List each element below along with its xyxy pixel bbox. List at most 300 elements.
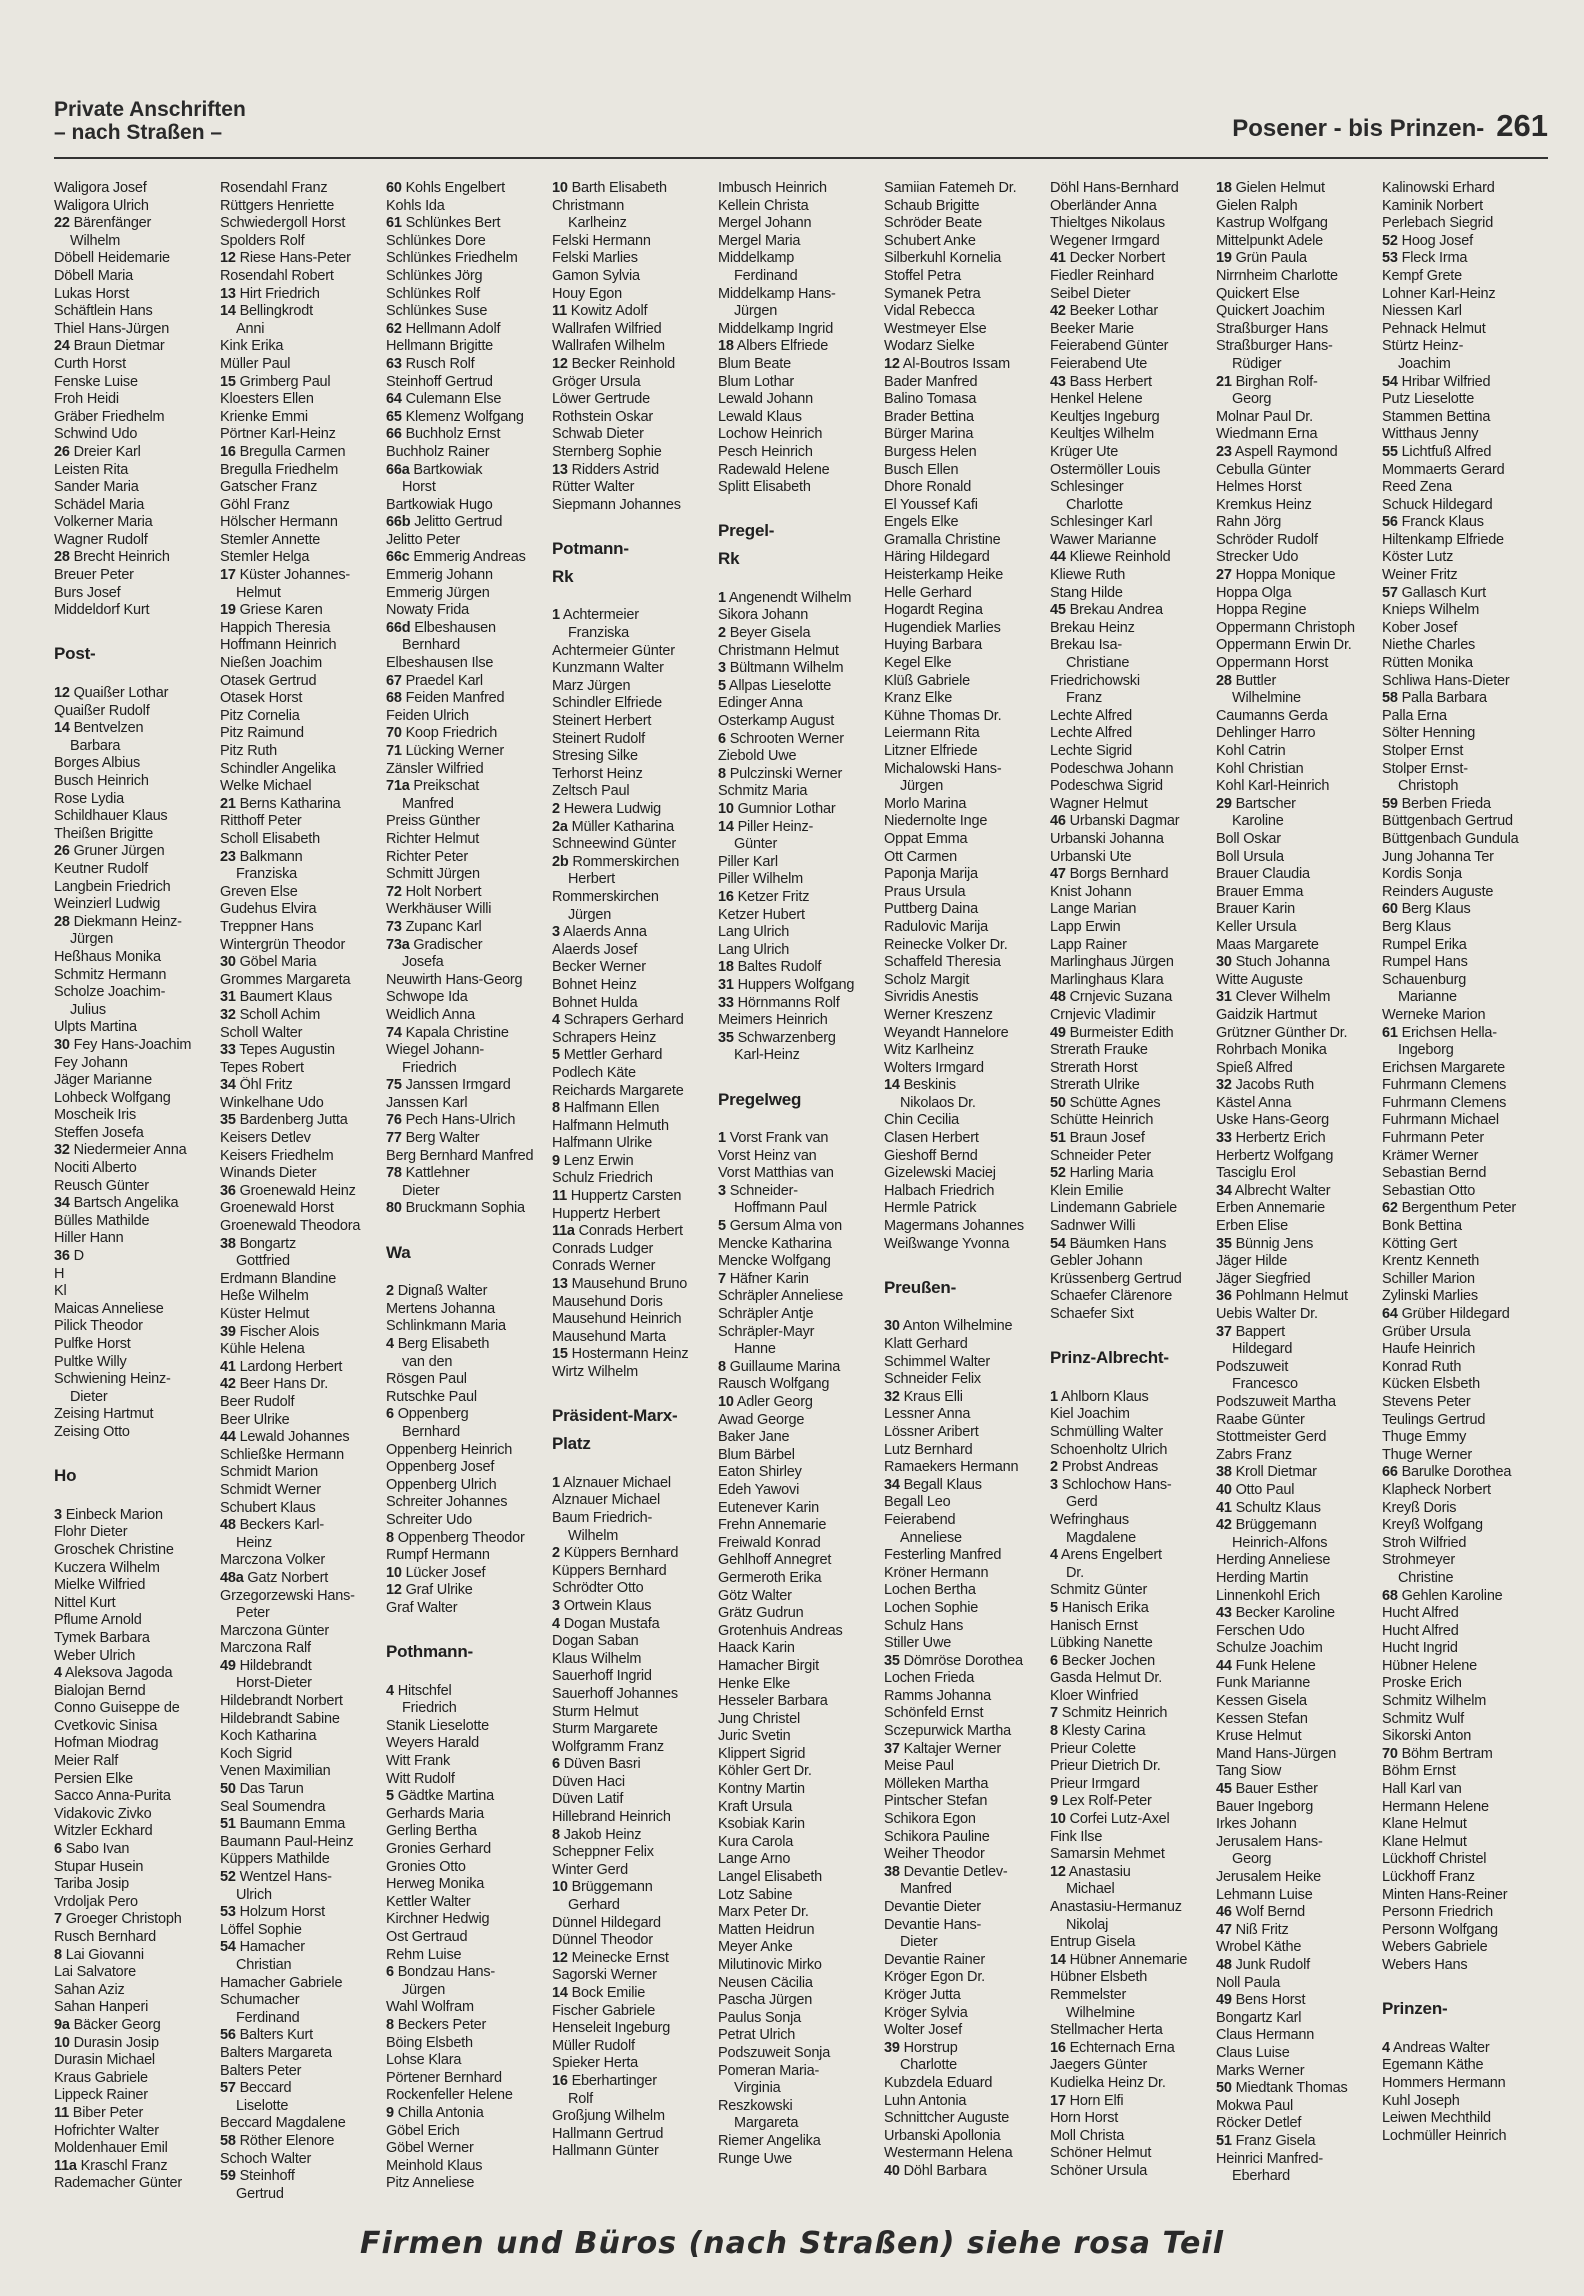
house-number: 42 xyxy=(1216,1517,1232,1534)
resident-entry: Schaefer Clärenore xyxy=(1050,1288,1173,1305)
resident-entry: Kober Josef xyxy=(1382,619,1458,636)
resident-entry: 68 Feiden Manfred xyxy=(386,690,505,707)
house-number: 57 xyxy=(1382,584,1398,601)
resident-entry: Maas Margarete xyxy=(1216,936,1319,953)
resident-entry: Hall Karl van xyxy=(1382,1781,1462,1798)
spacer xyxy=(386,1218,552,1236)
resident-entry: Kremkus Heinz xyxy=(1216,496,1312,513)
resident-entry: Dehlinger Harro xyxy=(1216,725,1316,742)
house-number: 21 xyxy=(1216,373,1232,390)
resident-entry: Hoppa Olga xyxy=(1216,584,1292,601)
resident-entry: Groenewald Horst xyxy=(220,1200,334,1217)
resident-entry: 35 Bünnig Jens xyxy=(1216,1235,1314,1252)
spacer xyxy=(54,1442,220,1460)
resident-entry: 13 Hirt Friedrich xyxy=(220,285,320,302)
house-number: 14 xyxy=(54,720,70,737)
resident-entry: Berg Klaus xyxy=(1382,918,1451,935)
house-number: 29 xyxy=(1216,795,1232,812)
house-number: 12 xyxy=(54,685,70,702)
resident-entry: 4 Andreas Walter xyxy=(1382,2039,1490,2056)
resident-entry: 4 Schrapers Gerhard xyxy=(552,1012,684,1029)
resident-entry: Spieß Alfred xyxy=(1216,1059,1293,1076)
resident-entry: Helle Gerhard xyxy=(884,584,972,601)
house-number: 41 xyxy=(1050,250,1066,267)
resident-entry: Podeschwa Sigrid xyxy=(1050,778,1163,795)
resident-entry: Schiller Marion xyxy=(1382,1270,1475,1287)
spacer xyxy=(884,1301,1050,1319)
resident-entry: 1 Alznauer Michael xyxy=(552,1474,671,1491)
house-number: 14 xyxy=(884,1077,900,1094)
house-number: 28 xyxy=(54,549,70,566)
resident-entry: Kröger Sylvia xyxy=(884,2004,968,2021)
resident-entry: Oppenberg Heinrich xyxy=(386,1441,513,1458)
resident-entry: Götz Walter xyxy=(718,1587,792,1604)
resident-entry: 1 Angenendt Wilhelm xyxy=(718,589,852,606)
resident-entry: Manfred xyxy=(402,795,454,812)
resident-entry: Küppers Mathilde xyxy=(220,1851,330,1868)
resident-entry: 17 Küster Johannes- xyxy=(220,567,351,584)
resident-entry: Michael xyxy=(1066,1881,1115,1898)
resident-entry: Treppner Hans xyxy=(220,918,314,935)
house-number: 63 xyxy=(386,355,402,372)
resident-entry: Sauerhoff Ingrid xyxy=(552,1668,652,1685)
resident-entry: 2a Müller Katharina xyxy=(552,818,674,835)
house-number: 6 xyxy=(1050,1652,1058,1669)
resident-entry: Haack Karin xyxy=(718,1640,795,1657)
resident-entry: Rosendahl Robert xyxy=(220,267,334,284)
house-number: 10 xyxy=(54,2034,70,2051)
house-number: 23 xyxy=(220,848,236,865)
resident-entry: 60 Berg Klaus xyxy=(1382,901,1471,918)
resident-entry: 32 Kraus Elli xyxy=(884,1388,963,1405)
resident-entry: 65 Klemenz Wolfgang xyxy=(386,408,524,425)
resident-entry: Friedrich xyxy=(402,1700,457,1717)
resident-entry: 41 Schultz Klaus xyxy=(1216,1499,1321,1516)
header-rule xyxy=(54,157,1548,159)
resident-entry: Vidal Rebecca xyxy=(884,303,975,320)
house-number: 5 xyxy=(386,1788,394,1805)
resident-entry: 15 Hostermann Heinz xyxy=(552,1346,689,1363)
house-number: 64 xyxy=(386,391,402,408)
house-number: 13 xyxy=(552,1276,568,1293)
resident-entry: Personn Wolfgang xyxy=(1382,1921,1498,1938)
house-number: 37 xyxy=(1216,1323,1232,1340)
resident-entry: 50 Miedtank Thomas xyxy=(1216,2080,1348,2097)
resident-entry: Palla Erna xyxy=(1382,707,1447,724)
resident-entry: 11 Huppertz Carsten xyxy=(552,1188,682,1205)
house-number: 50 xyxy=(1216,2080,1232,2097)
resident-entry: Schlünkes Suse xyxy=(386,303,488,320)
house-number: 58 xyxy=(220,2132,236,2149)
resident-entry: Seal Soumendra xyxy=(220,1798,326,1815)
resident-entry: Persien Elke xyxy=(54,1770,133,1787)
resident-entry: Schumacher xyxy=(220,1992,300,2009)
resident-entry: Kessen Stefan xyxy=(1216,1710,1308,1727)
resident-entry: 12 Graf Ulrike xyxy=(386,1582,473,1599)
resident-entry: Weiher Theodor xyxy=(884,1846,985,1863)
resident-entry: Huying Barbara xyxy=(884,637,982,654)
resident-entry: Pitz Anneliese xyxy=(386,2175,475,2192)
resident-entry: Julius xyxy=(70,1001,106,1018)
house-number: 39 xyxy=(220,1323,236,1340)
resident-entry: Claus Luise xyxy=(1216,2044,1290,2061)
resident-entry: Prieur Irmgard xyxy=(1050,1775,1140,1792)
resident-entry: Kästel Anna xyxy=(1216,1094,1292,1111)
resident-entry: Francesco xyxy=(1232,1376,1298,1393)
resident-entry: Podeschwa Johann xyxy=(1050,760,1174,777)
resident-entry: Quaißer Rudolf xyxy=(54,702,150,719)
house-number: 40 xyxy=(1216,1481,1232,1498)
resident-entry: Rausch Wolfgang xyxy=(718,1376,830,1393)
resident-entry: Lutz Bernhard xyxy=(884,1441,973,1458)
house-number: 66c xyxy=(386,549,410,566)
resident-entry: Rohrbach Monika xyxy=(1216,1042,1327,1059)
resident-entry: Gatscher Franz xyxy=(220,479,318,496)
house-number: 60 xyxy=(386,180,402,196)
resident-entry: Festerling Manfred xyxy=(884,1547,1002,1564)
resident-entry: 2 Dignaß Walter xyxy=(386,1283,488,1300)
resident-entry: 31 Huppers Wolfgang xyxy=(718,976,855,993)
resident-entry: Rosendahl Franz xyxy=(220,180,328,196)
resident-entry: Hanne xyxy=(734,1341,776,1358)
house-number: 16 xyxy=(1050,2039,1066,2056)
resident-entry: Gerling Bertha xyxy=(386,1823,477,1840)
resident-entry: Kuhl Joseph xyxy=(1382,2092,1460,2109)
resident-entry: Wallrafen Wilfried xyxy=(552,320,662,337)
resident-entry: Mencke Katharina xyxy=(718,1235,832,1252)
resident-entry: Stürtz Heinz- xyxy=(1382,338,1464,355)
resident-entry: Sebastian Bernd xyxy=(1382,1165,1487,1182)
resident-entry: Reszkowski xyxy=(718,2097,793,2114)
resident-entry: Bonk Bettina xyxy=(1382,1218,1462,1235)
header-title: Private Anschriften xyxy=(54,98,246,121)
resident-entry: 54 Bäumken Hans xyxy=(1050,1235,1167,1252)
spacer xyxy=(552,1382,718,1400)
resident-entry: Groschek Christine xyxy=(54,1541,174,1558)
resident-entry: 4 Hitschfel xyxy=(386,1682,452,1699)
resident-entry: 11a Conrads Herbert xyxy=(552,1223,683,1240)
resident-entry: 74 Kapala Christine xyxy=(386,1024,509,1041)
resident-entry: 12 Riese Hans-Peter xyxy=(220,250,351,267)
resident-entry: Schuck Hildegard xyxy=(1382,496,1493,513)
resident-entry: 2 Küppers Bernhard xyxy=(552,1545,679,1562)
resident-entry: 27 Hoppa Monique xyxy=(1216,567,1336,584)
resident-entry: 66a Bartkowiak xyxy=(386,461,483,478)
resident-entry: Christmann xyxy=(552,197,625,214)
resident-entry: Schwiedergoll Horst xyxy=(220,215,346,232)
resident-entry: Göbel Erich xyxy=(386,2122,460,2139)
resident-entry: 14 Piller Heinz- xyxy=(718,818,814,835)
resident-entry: Jaegers Günter xyxy=(1050,2057,1148,2074)
resident-entry: 51 Baumann Emma xyxy=(220,1816,346,1833)
house-number: 32 xyxy=(220,1006,236,1023)
resident-entry: 14 Beskinis xyxy=(884,1077,956,1094)
resident-entry: Rolf xyxy=(568,2090,593,2107)
resident-entry: Lukas Horst xyxy=(54,285,130,302)
resident-entry: Winter Gerd xyxy=(552,1861,628,1878)
resident-entry: Zänsler Wilfried xyxy=(386,760,484,777)
resident-entry: 71 Lücking Werner xyxy=(386,743,505,759)
resident-entry: Krämer Werner xyxy=(1382,1147,1479,1164)
resident-entry: Vorst Heinz van xyxy=(718,1147,817,1164)
resident-entry: Rehm Luise xyxy=(386,1946,462,1963)
resident-entry: Burs Josef xyxy=(54,584,121,601)
resident-entry: 14 Bellingkrodt xyxy=(220,303,313,320)
resident-entry: 14 Hübner Annemarie xyxy=(1050,1951,1188,1968)
resident-entry: Mergel Maria xyxy=(718,232,801,249)
resident-entry: Kaminik Norbert xyxy=(1382,197,1483,214)
resident-entry: 8 Guillaume Marina xyxy=(718,1358,841,1375)
resident-entry: 6 Sabo Ivan xyxy=(54,1841,130,1858)
resident-entry: Liselotte xyxy=(236,2097,289,2114)
resident-entry: Schmitz Wulf xyxy=(1382,1710,1464,1727)
street-heading: Post- xyxy=(54,644,96,664)
resident-entry: Lessner Anna xyxy=(884,1406,971,1423)
resident-entry: Pörtner Karl-Heinz xyxy=(220,426,336,443)
resident-entry: Kranz Elke xyxy=(884,690,953,707)
spacer xyxy=(54,1489,220,1507)
resident-entry: Wolfgramm Franz xyxy=(552,1738,664,1755)
resident-entry: Stiller Uwe xyxy=(884,1635,952,1652)
resident-entry: Rockenfeller Helene xyxy=(386,2087,513,2104)
resident-entry: Stoffel Petra xyxy=(884,267,961,284)
resident-entry: Strecker Udo xyxy=(1216,549,1299,566)
resident-entry: Beccard Magdalene xyxy=(220,2115,346,2132)
house-number: 3 xyxy=(552,1597,560,1614)
resident-entry: Schmidt Marion xyxy=(220,1464,318,1481)
resident-entry: Jürgen xyxy=(568,906,612,923)
resident-entry: Schaefer Sixt xyxy=(1050,1306,1134,1322)
house-number: 34 xyxy=(884,1476,900,1493)
resident-entry: Dieter xyxy=(70,1388,108,1405)
resident-entry: Steinert Rudolf xyxy=(552,730,645,747)
house-number: 27 xyxy=(1216,567,1232,584)
house-number: 2b xyxy=(552,853,569,870)
house-number: 10 xyxy=(386,1564,402,1581)
resident-entry: Sölter Henning xyxy=(1382,725,1476,742)
street-heading: Platz xyxy=(552,1434,591,1454)
resident-entry: Hoffmann Heinrich xyxy=(220,637,337,654)
resident-entry: Weiner Fritz xyxy=(1382,567,1458,584)
resident-entry: Heinz xyxy=(236,1534,273,1551)
resident-entry: Mertens Johanna xyxy=(386,1300,496,1317)
resident-entry: Grützner Günther Dr. xyxy=(1216,1024,1348,1041)
resident-entry: Podszuweit Martha xyxy=(1216,1393,1336,1410)
resident-entry: Horst-Dieter xyxy=(236,1675,312,1692)
resident-entry: Heßhaus Monika xyxy=(54,948,161,965)
resident-entry: 14 Bentvelzen xyxy=(54,720,144,737)
resident-entry: Dhore Ronald xyxy=(884,479,972,496)
resident-entry: Reed Zena xyxy=(1382,479,1452,496)
resident-entry: Lohner Karl-Heinz xyxy=(1382,285,1496,302)
house-number: 38 xyxy=(220,1235,236,1252)
resident-entry: Strerath Ulrike xyxy=(1050,1077,1140,1094)
resident-entry: Kröner Hermann xyxy=(884,1564,989,1581)
resident-entry: Fiedler Reinhard xyxy=(1050,267,1154,284)
resident-entry: Marczona Günter xyxy=(220,1622,330,1639)
resident-entry: 53 Holzum Horst xyxy=(220,1904,325,1921)
resident-entry: Sahan Hanperi xyxy=(54,1999,149,2016)
resident-entry: Stanik Lieselotte xyxy=(386,1717,489,1734)
resident-entry: 31 Baumert Klaus xyxy=(220,989,333,1006)
resident-entry: Teulings Gertrud xyxy=(1382,1411,1486,1428)
resident-entry: Rusch Bernhard xyxy=(54,1929,156,1945)
resident-entry: Bregulla Friedhelm xyxy=(220,461,339,478)
resident-entry: Düven Latif xyxy=(552,1791,624,1808)
house-number: 35 xyxy=(884,1652,900,1669)
resident-entry: Schlünkes Jörg xyxy=(386,267,483,284)
resident-entry: Küster Helmut xyxy=(220,1306,310,1322)
resident-entry: Weinzierl Ludwig xyxy=(54,896,161,913)
resident-entry: 56 Balters Kurt xyxy=(220,2027,313,2044)
resident-entry: 40 Döhl Barbara xyxy=(884,2162,987,2179)
resident-entry: Gehlhoff Annegret xyxy=(718,1552,832,1569)
resident-entry: Mausehund Heinrich xyxy=(552,1311,682,1328)
resident-entry: Janssen Karl xyxy=(386,1094,468,1111)
resident-entry: Karlheinz xyxy=(568,215,627,232)
resident-entry: 49 Burmeister Edith xyxy=(1050,1024,1174,1041)
house-number: 36 xyxy=(1216,1288,1232,1305)
house-number: 8 xyxy=(1050,1723,1058,1740)
resident-entry: Stang Hilde xyxy=(1050,584,1123,601)
resident-entry: Engels Elke xyxy=(884,514,959,531)
house-number: 66 xyxy=(386,426,402,443)
resident-entry: Pomeran Maria- xyxy=(718,2062,820,2079)
resident-entry: 8 Oppenberg Theodor xyxy=(386,1529,525,1546)
resident-entry: Feierabend Günter xyxy=(1050,338,1169,355)
resident-entry: Göbel Werner xyxy=(386,2140,474,2157)
street-heading: Pregel- xyxy=(718,521,775,541)
resident-entry: Lochen Frieda xyxy=(884,1670,975,1687)
resident-entry: Preiss Günther xyxy=(386,813,480,830)
resident-entry: Pörtener Bernhard xyxy=(386,2069,502,2086)
resident-entry: Leiermann Rita xyxy=(884,725,980,742)
resident-entry: 23 Balkmann xyxy=(220,848,303,865)
house-number: 42 xyxy=(1050,303,1066,320)
resident-entry: 52 Hoog Josef xyxy=(1382,232,1473,249)
resident-entry: Irkes Johann xyxy=(1216,1816,1297,1833)
resident-entry: Samiian Fatemeh Dr. xyxy=(884,180,1017,196)
resident-entry: 6 Düven Basri xyxy=(552,1756,641,1773)
resident-entry: Herding Martin xyxy=(1216,1569,1309,1586)
resident-entry: Jäger Siegfried xyxy=(1216,1270,1311,1287)
resident-entry: Ferdinand xyxy=(734,267,798,284)
house-number: 11 xyxy=(552,1188,567,1205)
resident-entry: Nikolaj xyxy=(1066,1916,1109,1933)
resident-entry: Balino Tomasa xyxy=(884,391,977,408)
resident-entry: Schneider Felix xyxy=(884,1371,981,1388)
resident-entry: 61 Erichsen Hella- xyxy=(1382,1024,1497,1041)
resident-entry: 32 Jacobs Ruth xyxy=(1216,1077,1314,1094)
resident-entry: Rommerskirchen xyxy=(552,888,659,905)
resident-entry: 1 Ahlborn Klaus xyxy=(1050,1388,1149,1405)
resident-entry: 29 Bartscher xyxy=(1216,795,1296,812)
resident-entry: Conrads Werner xyxy=(552,1258,656,1275)
resident-entry: 59 Steinhoff xyxy=(220,2168,295,2185)
house-number: 2 xyxy=(1050,1459,1058,1476)
resident-entry: Rumpel Erika xyxy=(1382,936,1467,953)
resident-entry: Wrobel Käthe xyxy=(1216,1939,1302,1956)
resident-entry: Urbanski Apollonia xyxy=(884,2127,1001,2144)
resident-entry: Gertrud xyxy=(236,2185,284,2202)
resident-entry: Gerd xyxy=(1066,1494,1098,1511)
resident-entry: Pulfke Horst xyxy=(54,1336,131,1352)
resident-entry: Kröger Egon Dr. xyxy=(884,1969,985,1986)
resident-entry: Prieur Dietrich Dr. xyxy=(1050,1758,1161,1775)
house-number: 15 xyxy=(220,373,236,390)
directory-column xyxy=(884,180,1050,2205)
resident-entry: Kastrup Wolfgang xyxy=(1216,215,1328,232)
resident-entry: Emmerig Jürgen xyxy=(386,584,490,601)
house-number: 14 xyxy=(552,1985,568,2001)
resident-entry: 34 Albrecht Walter xyxy=(1216,1182,1331,1199)
resident-entry: Grätz Gudrun xyxy=(718,1605,804,1622)
resident-entry: Kontny Martin xyxy=(718,1781,805,1798)
resident-entry: Rothstein Oskar xyxy=(552,408,653,425)
resident-entry: Chin Cecilia xyxy=(884,1112,959,1129)
resident-entry: 3 Bültmann Wilhelm xyxy=(718,660,844,677)
resident-entry: Krüssenberg Gertrud xyxy=(1050,1270,1182,1287)
resident-entry: Mielke Wilfried xyxy=(54,1577,146,1594)
resident-entry: Thuge Werner xyxy=(1382,1446,1473,1463)
resident-entry: Schwab Dieter xyxy=(552,426,644,443)
street-heading: Präsident-Marx- xyxy=(552,1406,678,1426)
resident-entry: 5 Hanisch Erika xyxy=(1050,1599,1149,1616)
resident-entry: Witzler Eckhard xyxy=(54,1823,153,1840)
house-number: 38 xyxy=(1216,1464,1232,1481)
house-number: 43 xyxy=(1216,1605,1232,1622)
street-range: Posener - bis Prinzen- xyxy=(1232,115,1485,142)
house-number: 53 xyxy=(1382,250,1398,267)
spacer xyxy=(718,1113,884,1131)
resident-entry: Klein Emilie xyxy=(1050,1182,1124,1199)
house-number: 8 xyxy=(718,1358,726,1375)
resident-entry: Gudehus Elvira xyxy=(220,901,317,918)
house-number: 30 xyxy=(884,1318,900,1335)
directory-column xyxy=(54,180,220,2205)
house-number: 12 xyxy=(552,1949,568,1966)
resident-entry: Stottmeister Gerd xyxy=(1216,1429,1327,1446)
directory-column xyxy=(1382,180,1548,2205)
resident-entry: Lewald Klaus xyxy=(718,408,802,425)
resident-entry: Ingeborg xyxy=(1398,1042,1454,1059)
resident-entry: Otasek Horst xyxy=(220,690,303,707)
resident-entry: 9a Bäcker Georg xyxy=(54,2016,161,2033)
resident-entry: Schmidt Werner xyxy=(220,1481,321,1498)
resident-entry: Scholl Elisabeth xyxy=(220,830,320,847)
resident-entry: Kink Erika xyxy=(220,338,284,355)
spacer xyxy=(552,590,718,608)
resident-entry: Wefringhaus xyxy=(1050,1511,1129,1528)
resident-entry: Marianne xyxy=(1398,989,1457,1006)
resident-entry: 56 Franck Klaus xyxy=(1382,514,1484,531)
resident-entry: 75 Janssen Irmgard xyxy=(386,1077,511,1094)
spacer xyxy=(718,497,884,515)
house-number: 52 xyxy=(1382,232,1398,249)
house-number: 13 xyxy=(220,285,236,302)
house-number: 8 xyxy=(386,2016,394,2033)
street-heading: Wa xyxy=(386,1242,411,1262)
resident-entry: Schindler Angelika xyxy=(220,760,336,777)
resident-entry: 41 Decker Norbert xyxy=(1050,250,1166,267)
resident-entry: Rütten Monika xyxy=(1382,655,1473,672)
resident-entry: Hucht Ingrid xyxy=(1382,1640,1458,1657)
resident-entry: Boll Oskar xyxy=(1216,830,1281,847)
resident-entry: Meise Paul xyxy=(884,1758,954,1775)
house-number: 3 xyxy=(1050,1476,1058,1493)
resident-entry: Feierabend Ute xyxy=(1050,355,1148,372)
resident-entry: 44 Funk Helene xyxy=(1216,1657,1316,1674)
